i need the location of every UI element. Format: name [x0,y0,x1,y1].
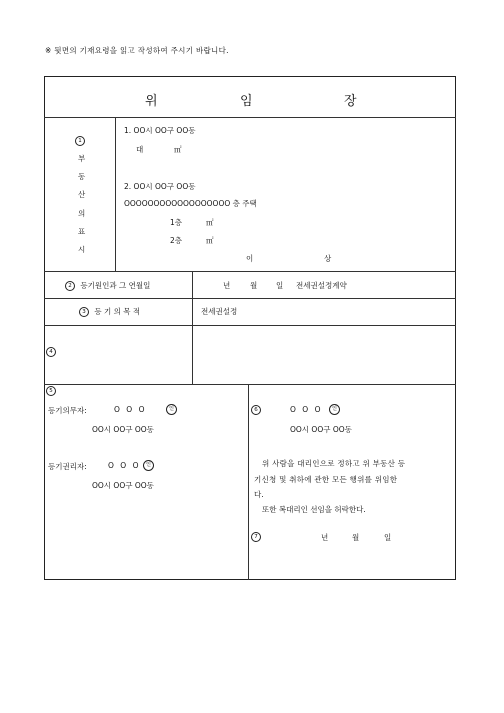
obligor-name: O O O [114,405,147,414]
floor-2-unit: ㎡ [206,236,214,245]
property-line-2-detail: OOOOOOOOOOOOOOOOOO 층 주택 [124,199,257,208]
title-char-1: 위 [145,94,158,109]
cause-year: 년 [223,281,231,290]
sub-agent-permission: 또한 복대리인 선임을 허락한다. [262,505,366,514]
agent-seal: 인 [329,404,340,415]
cause-text: 전세권설정계약 [296,281,347,290]
delegation-text-line-1: 위 사람을 대리인으로 정하고 위 부동산 등 [262,459,406,468]
purpose-label-text: 등 기 의 목 적 [94,307,141,316]
obligee-name: O O O [108,461,141,470]
purpose-value: 전세권설정 [201,307,238,316]
agent-name: O O O [290,405,323,414]
divider-property-label [115,117,116,271]
divider-property [44,271,456,272]
property-label-char-1: 부 [78,154,86,163]
date-year: 년 [321,533,329,542]
property-line-1: 1. OO시 OO구 OO동 [124,126,196,135]
obligor-label: 등기의무자: [48,406,87,415]
obligor-address: OO시 OO구 OO동 [92,425,154,434]
divider-cause [44,298,456,299]
divider-section4 [44,384,456,385]
power-of-attorney-form [44,76,456,580]
cause-day: 일 [276,281,284,290]
cause-label-text: 등기원인과 그 연월일 [80,281,151,290]
section-4-number: 4 [46,347,56,357]
section-7-number: 7 [251,532,261,542]
divider-purpose [44,325,456,326]
date-day: 일 [384,533,392,542]
property-label-char-3: 산 [78,190,86,199]
property-label-char-4: 의 [78,209,86,218]
cause-month: 월 [250,281,258,290]
agent-address: OO시 OO구 OO동 [290,425,352,434]
date-month: 월 [352,533,360,542]
instruction-note: ※ 뒷면의 기재요령을 읽고 작성하여 주시기 바랍니다. [45,46,229,55]
property-end-right: 상 [324,254,332,263]
cause-label: 2 등기원인과 그 연월일 [65,280,150,291]
property-number: 1 [75,136,85,146]
section-5-number: 5 [46,386,56,396]
divider-title [44,117,456,118]
obligor-seal: 인 [166,404,177,415]
obligee-address: OO시 OO구 OO동 [92,481,154,490]
divider-middle-rows [192,271,193,384]
obligee-seal: 인 [143,460,154,471]
delegation-text-line-2: 기신청 및 취하에 관한 모든 행위를 위임한 [254,475,398,484]
property-label-char-6: 시 [78,245,86,254]
title-char-3: 장 [344,94,357,109]
property-label-char-5: 표 [78,227,86,236]
title-char-2: 임 [240,94,253,109]
property-end-left: 이 [246,254,254,263]
obligee-label: 등기권리자: [48,462,87,471]
purpose-label: 3 등 기 의 목 적 [79,306,140,317]
delegation-text-line-3: 다. [254,490,264,499]
property-line-1-land-label: 대 [136,145,144,154]
floor-1-unit: ㎡ [206,218,214,227]
floor-1-label: 1층 [170,218,183,227]
section-6-number: 6 [251,405,261,415]
divider-section5-6 [248,384,249,580]
property-line-1-unit: ㎡ [174,145,182,154]
property-label-char-2: 동 [78,172,86,181]
property-line-2: 2. OO시 OO구 OO동 [124,182,196,191]
floor-2-label: 2층 [170,236,183,245]
